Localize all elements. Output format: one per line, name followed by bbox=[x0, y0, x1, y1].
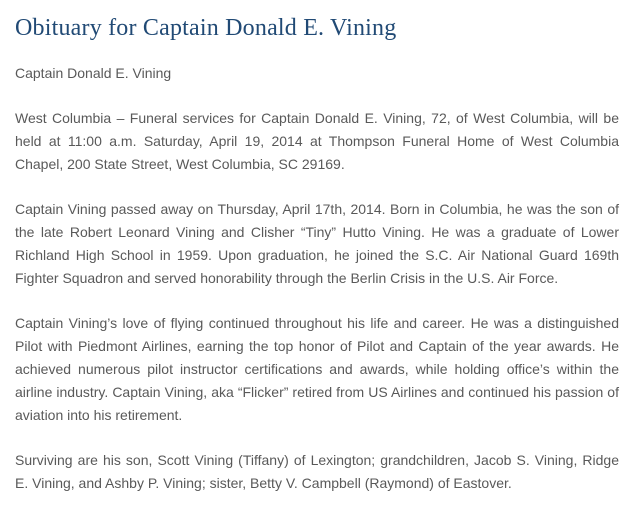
obituary-paragraph-career: Captain Vining’s love of flying continued throughout his life and career. He was a distinguished Pilot with Piedmont Airlines, earning the top honor of Pilot and Captain of the year awards. He achieved numerous pilot instructor certifications and awards, while holding office’s within the airline industry. Captain Vining, aka “Flicker” retired from US Airlines and continued his passion of aviation into his retirement. bbox=[15, 315, 619, 423]
obituary-paragraph-biography: Captain Vining passed away on Thursday, April 17th, 2014. Born in Columbia, he was the son of the late Robert Leonard Vining and Clisher “Tiny” Hutto Vining. He was a graduate of Lower Richland High School in 1959. Upon graduation, he joined the S.C. Air National Guard 169th Fighter Squadron and served honorability through the Berlin Crisis in the U.S. Air Force. bbox=[15, 201, 619, 286]
obituary-paragraph-survivors: Surviving are his son, Scott Vining (Tiffany) of Lexington; grandchildren, Jacob S. Vining, Ridge E. Vining, and Ashby P. Vining; sister, Betty V. Campbell (Raymond) of Eastover. bbox=[15, 452, 619, 491]
obituary-paragraph-services: West Columbia – Funeral services for Captain Donald E. Vining, 72, of West Columbia, will be held at 11:00 a.m. Saturday, April 19, 2014 at Thompson Funeral Home of West Columbia Chapel, 200 State Street, West Columbia, SC 29169. bbox=[15, 110, 619, 172]
page-title: Obituary for Captain Donald E. Vining bbox=[15, 15, 397, 41]
byline: Captain Donald E. Vining bbox=[15, 65, 172, 81]
